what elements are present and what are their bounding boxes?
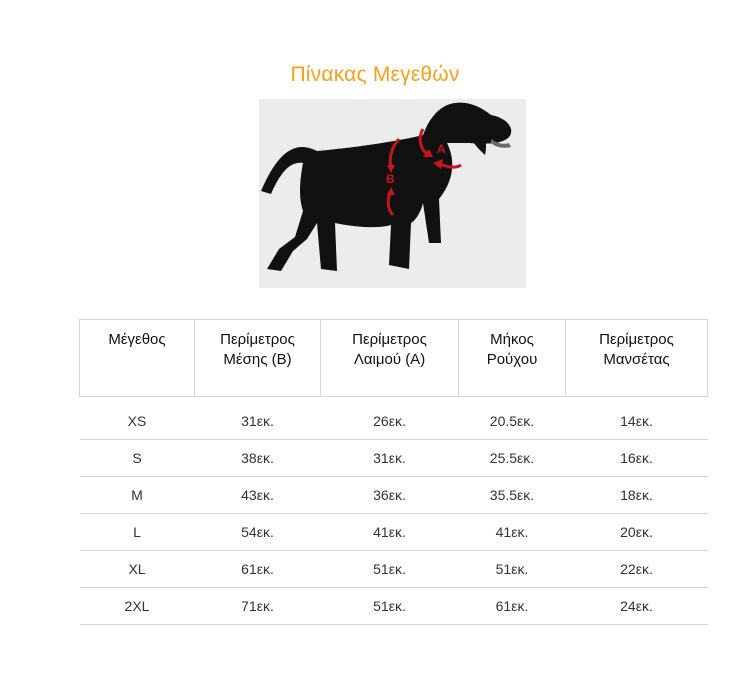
cell-length: 25.5εκ. [459, 440, 566, 477]
cell-length: 61εκ. [459, 588, 566, 625]
label-a: A [437, 142, 446, 156]
dog-silhouette-image [259, 99, 526, 288]
table-row [80, 588, 708, 625]
page-title: Πίνακας Μεγεθών [290, 63, 460, 86]
table-row [80, 477, 708, 514]
cell-neck: 51εκ. [321, 588, 459, 625]
table-row [80, 514, 708, 551]
cell-waist: 43εκ. [195, 477, 321, 514]
cell-size: XL [80, 551, 195, 588]
cell-length: 35.5εκ. [459, 477, 566, 514]
table-row [80, 551, 708, 588]
cell-waist: 31εκ. [195, 403, 321, 440]
header-waist: Περίμετρος Μέσης (B) [195, 320, 321, 397]
table-header-row [80, 320, 708, 397]
cell-neck: 51εκ. [321, 551, 459, 588]
cell-cuff: 16εκ. [566, 440, 708, 477]
table-row [80, 403, 708, 440]
cell-size: XS [80, 403, 195, 440]
cell-cuff: 18εκ. [566, 477, 708, 514]
cell-size: S [80, 440, 195, 477]
cell-neck: 36εκ. [321, 477, 459, 514]
cell-length: 51εκ. [459, 551, 566, 588]
cell-waist: 61εκ. [195, 551, 321, 588]
cell-size: 2XL [80, 588, 195, 625]
cell-size: L [80, 514, 195, 551]
cell-size: M [80, 477, 195, 514]
cell-neck: 26εκ. [321, 403, 459, 440]
cell-waist: 38εκ. [195, 440, 321, 477]
cell-cuff: 20εκ. [566, 514, 708, 551]
cell-length: 20.5εκ. [459, 403, 566, 440]
header-size: Μέγεθος [80, 320, 195, 397]
header-neck: Περίμετρος Λαιμού (A) [321, 320, 459, 397]
cell-waist: 54εκ. [195, 514, 321, 551]
size-chart-table [79, 319, 708, 625]
label-b: B [386, 172, 395, 186]
cell-cuff: 14εκ. [566, 403, 708, 440]
cell-neck: 31εκ. [321, 440, 459, 477]
dog-measurement-figure [259, 99, 526, 288]
header-cuff: Περίμετρος Μανσέτας [566, 320, 708, 397]
cell-waist: 71εκ. [195, 588, 321, 625]
table-row [80, 440, 708, 477]
cell-cuff: 22εκ. [566, 551, 708, 588]
cell-length: 41εκ. [459, 514, 566, 551]
cell-neck: 41εκ. [321, 514, 459, 551]
header-length: Μήκος Ρούχου [459, 320, 566, 397]
cell-cuff: 24εκ. [566, 588, 708, 625]
